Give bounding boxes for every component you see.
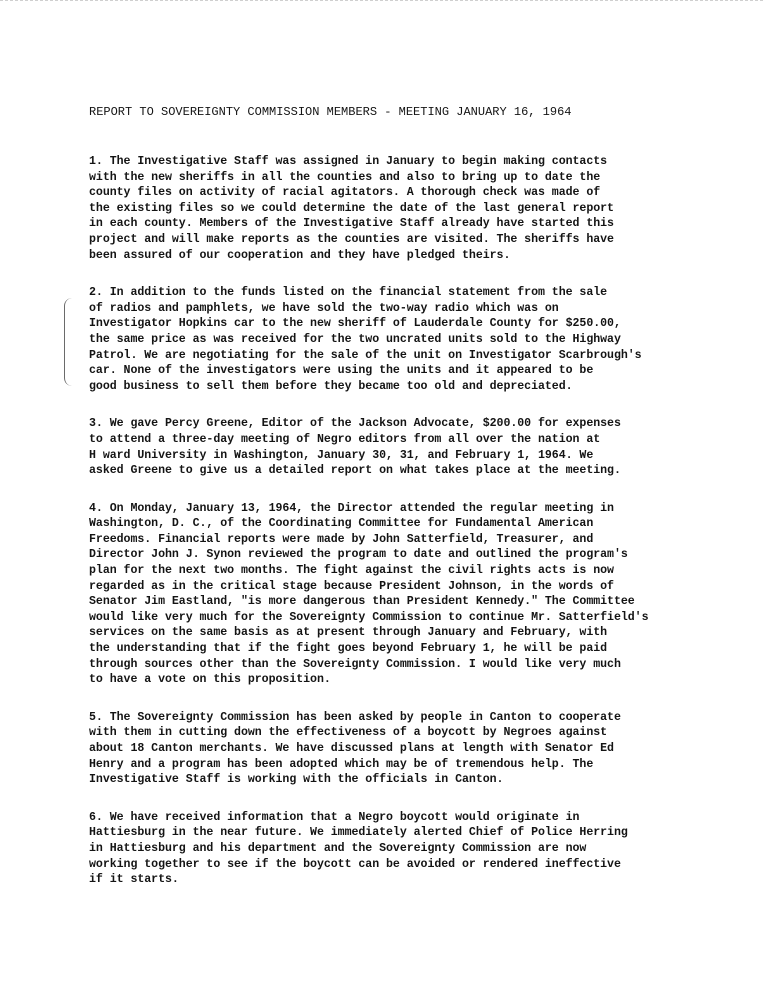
text-line: about 18 Canton merchants. We have discussed plans at length with Senator Ed [89,742,614,755]
document-page [89,104,689,910]
text-line: 2. In addition to the funds listed on the financial statement from the sale [89,286,608,300]
text-line: services on the same basis as at present through January and February, with [89,626,608,640]
text-line: the same price as was received for the two uncrated units sold to the Highway [89,332,621,346]
text-line: Washington, D. C., of the Coordinating Committee for Fundamental American [89,517,594,531]
page-top-border [0,0,763,1]
text-line: 3. We gave Percy Greene, Editor of the Jackson Advocate, $200.00 for expenses [89,417,621,431]
text-line: to have a vote on this proposition. [89,673,331,687]
text-line: working together to see if the boycott can be avoided or rendered ineffective [89,857,621,871]
text-line: car. None of the investigators were using the units and it appeared to be [89,364,594,378]
paragraph-2 [89,285,689,394]
text-line: the understanding that if the fight goes beyond February 1, he will be paid [89,642,608,656]
text-line: would like very much for the Sovereignty Commission to continue Mr. Satterfield's [89,610,649,624]
text-line: Investigator Hopkins car to the new sheriff of Lauderdale County for $250.00, [89,317,621,331]
text-line: been assured of our cooperation and they have pledged theirs. [89,248,511,262]
text-line: asked Greene to give us a detailed report on what takes place at the meeting. [89,464,621,478]
text-line: in Hattiesburg and his department and the Sovereignty Commission are now [89,841,587,855]
text-line: 4. On Monday, January 13, 1964, the Director attended the regular meeting in [89,501,614,515]
paragraph-3 [89,416,689,478]
margin-bracket-mark [64,298,79,386]
text-line: Hattiesburg in the near future. We immediately alerted Chief of Police Herring [89,826,628,840]
text-line: Freedoms. Financial reports were made by John Satterfield, Treasurer, and [89,532,594,546]
text-line: to attend a three-day meeting of Negro editors from all over the nation at [89,432,601,446]
text-line: the existing files so we could determine the date of the last general report [89,201,614,215]
text-line: with them in cutting down the effectiveness of a boycott by Negroes against [89,726,608,740]
text-line: county files on activity of racial agitators. A thorough check was made of [89,186,601,200]
text-line: plan for the next two months. The fight against the civil rights acts is now [89,564,614,578]
text-line: in each county. Members of the Investigative Staff already have started this [89,217,614,231]
text-line: with the new sheriffs in all the counties and also to bring up to date the [89,170,601,184]
text-line: of radios and pamphlets, we have sold the two-way radio which was on [89,301,559,315]
paragraph-6 [89,810,689,888]
text-line: Patrol. We are negotiating for the sale of the unit on Investigator Scarbrough's [89,348,642,362]
text-line: regarded as in the critical stage because President Johnson, in the words of [89,579,614,593]
text-line: Director John J. Synon reviewed the program to date and outlined the program's [89,548,628,562]
text-line: Investigative Staff is working with the officials in Canton. [89,773,504,787]
text-line: 5. The Sovereignty Commission has been asked by people in Canton to cooperate [89,710,621,724]
text-line: through sources other than the Sovereignty Commission. I would like very much [89,657,621,671]
report-title: REPORT TO SOVEREIGNTY COMMISSION MEMBERS - MEETING JANUARY 16, 1964 [89,105,572,119]
text-line: H ward University in Washington, January 30, 31, and February 1, 1964. We [89,448,594,462]
text-line: Henry and a program has been adopted which may be of tremendous help. The [89,757,594,771]
paragraph-4 [89,501,689,688]
text-line: 1. The Investigative Staff was assigned in January to begin making contacts [89,155,608,168]
text-line: 6. We have received information that a Negro boycott would originate in [89,810,580,824]
text-line: project and will make reports as the counties are visited. The sheriffs have [89,232,614,246]
text-line: if it starts. [89,873,179,887]
text-line: good business to sell them before they became too old and depreciated. [89,379,573,393]
paragraph-5 [89,710,689,788]
text-line: Senator Jim Eastland, "is more dangerous than President Kennedy." The Committee [89,595,635,609]
paragraph-1 [89,154,689,263]
